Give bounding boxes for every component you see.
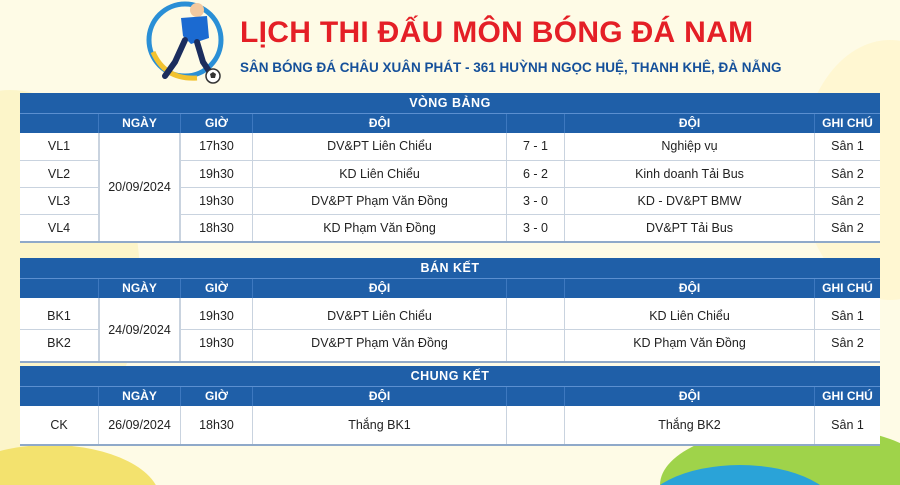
away-team: KD Liên Chiểu [564,298,814,329]
match-date: 24/09/2024 [99,298,180,361]
team-header: ĐỘI [252,387,506,406]
home-team: KD Phạm Văn Đồng [252,215,506,241]
time-header: GIỜ [180,279,252,298]
match-date: 20/09/2024 [99,133,180,241]
match-score [506,406,564,444]
pitch-note: Sân 1 [814,133,880,160]
pitch-note: Sân 2 [814,215,880,241]
semi-final-table [20,298,880,363]
match-score: 3 - 0 [506,188,564,214]
match-time: 19h30 [180,298,252,329]
table-header [20,278,880,298]
pitch-note: Sân 1 [814,298,880,329]
semi-final-section [20,258,880,363]
background-shape [0,445,160,485]
group-stage-section [20,93,880,243]
semi-final-title: BÁN KẾT [20,258,880,278]
match-time: 17h30 [180,133,252,160]
match-score: 6 - 2 [506,161,564,187]
match-time: 18h30 [180,406,252,444]
table-row [20,406,880,444]
football-player-logo-icon [145,0,237,86]
away-team: Nghiệp vụ [564,133,814,160]
home-team: DV&PT Phạm Văn Đồng [252,330,506,361]
match-time: 19h30 [180,330,252,361]
match-code: BK2 [47,336,71,350]
match-code: CK [50,418,68,432]
team-header: ĐỘI [252,279,506,298]
pitch-note: Sân 1 [814,406,880,444]
note-header: GHI CHÚ [814,387,880,406]
date-header: NGÀY [98,279,180,298]
date-header: NGÀY [98,387,180,406]
final-title: CHUNG KẾT [20,366,880,386]
team-header: ĐỘI [564,279,814,298]
table-header [20,386,880,406]
match-score [506,330,564,361]
page-title: LỊCH THI ĐẤU MÔN BÓNG ĐÁ NAM [240,16,754,49]
time-header: GIỜ [180,387,252,406]
home-team: Thắng BK1 [252,406,506,444]
match-code: VL4 [47,221,71,235]
venue-subtitle: SÂN BÓNG ĐÁ CHÂU XUÂN PHÁT - 361 HUỲNH NGỌC HUỆ, THANH KHÊ, ĐÀ NẴNG [240,60,782,75]
note-header: GHI CHÚ [814,279,880,298]
match-score: 3 - 0 [506,215,564,241]
team-header: ĐỘI [564,387,814,406]
away-team: Kinh doanh Tải Bus [564,161,814,187]
away-team: KD - DV&PT BMW [564,188,814,214]
match-time: 19h30 [180,188,252,214]
home-team: DV&PT Liên Chiểu [252,133,506,160]
pitch-note: Sân 2 [814,330,880,361]
away-team: KD Phạm Văn Đồng [564,330,814,361]
time-header: GIỜ [180,114,252,133]
team-header: ĐỘI [564,114,814,133]
pitch-note: Sân 2 [814,188,880,214]
match-code: BK1 [47,309,71,323]
match-date: 26/09/2024 [98,406,180,444]
away-team: Thắng BK2 [564,406,814,444]
final-table [20,406,880,446]
away-team: DV&PT Tải Bus [564,215,814,241]
home-team: DV&PT Liên Chiểu [252,298,506,329]
match-score: 7 - 1 [506,133,564,160]
match-time: 18h30 [180,215,252,241]
date-header: NGÀY [98,114,180,133]
group-stage-title: VÒNG BẢNG [20,93,880,113]
group-stage-table [20,133,880,243]
home-team: KD Liên Chiểu [252,161,506,187]
match-score [506,298,564,329]
team-header: ĐỘI [252,114,506,133]
note-header: GHI CHÚ [814,114,880,133]
final-section [20,366,880,446]
match-code: VL3 [47,194,71,208]
match-code: VL2 [47,167,71,181]
home-team: DV&PT Phạm Văn Đồng [252,188,506,214]
table-header [20,113,880,133]
match-time: 19h30 [180,161,252,187]
match-code: VL1 [47,139,71,153]
pitch-note: Sân 2 [814,161,880,187]
